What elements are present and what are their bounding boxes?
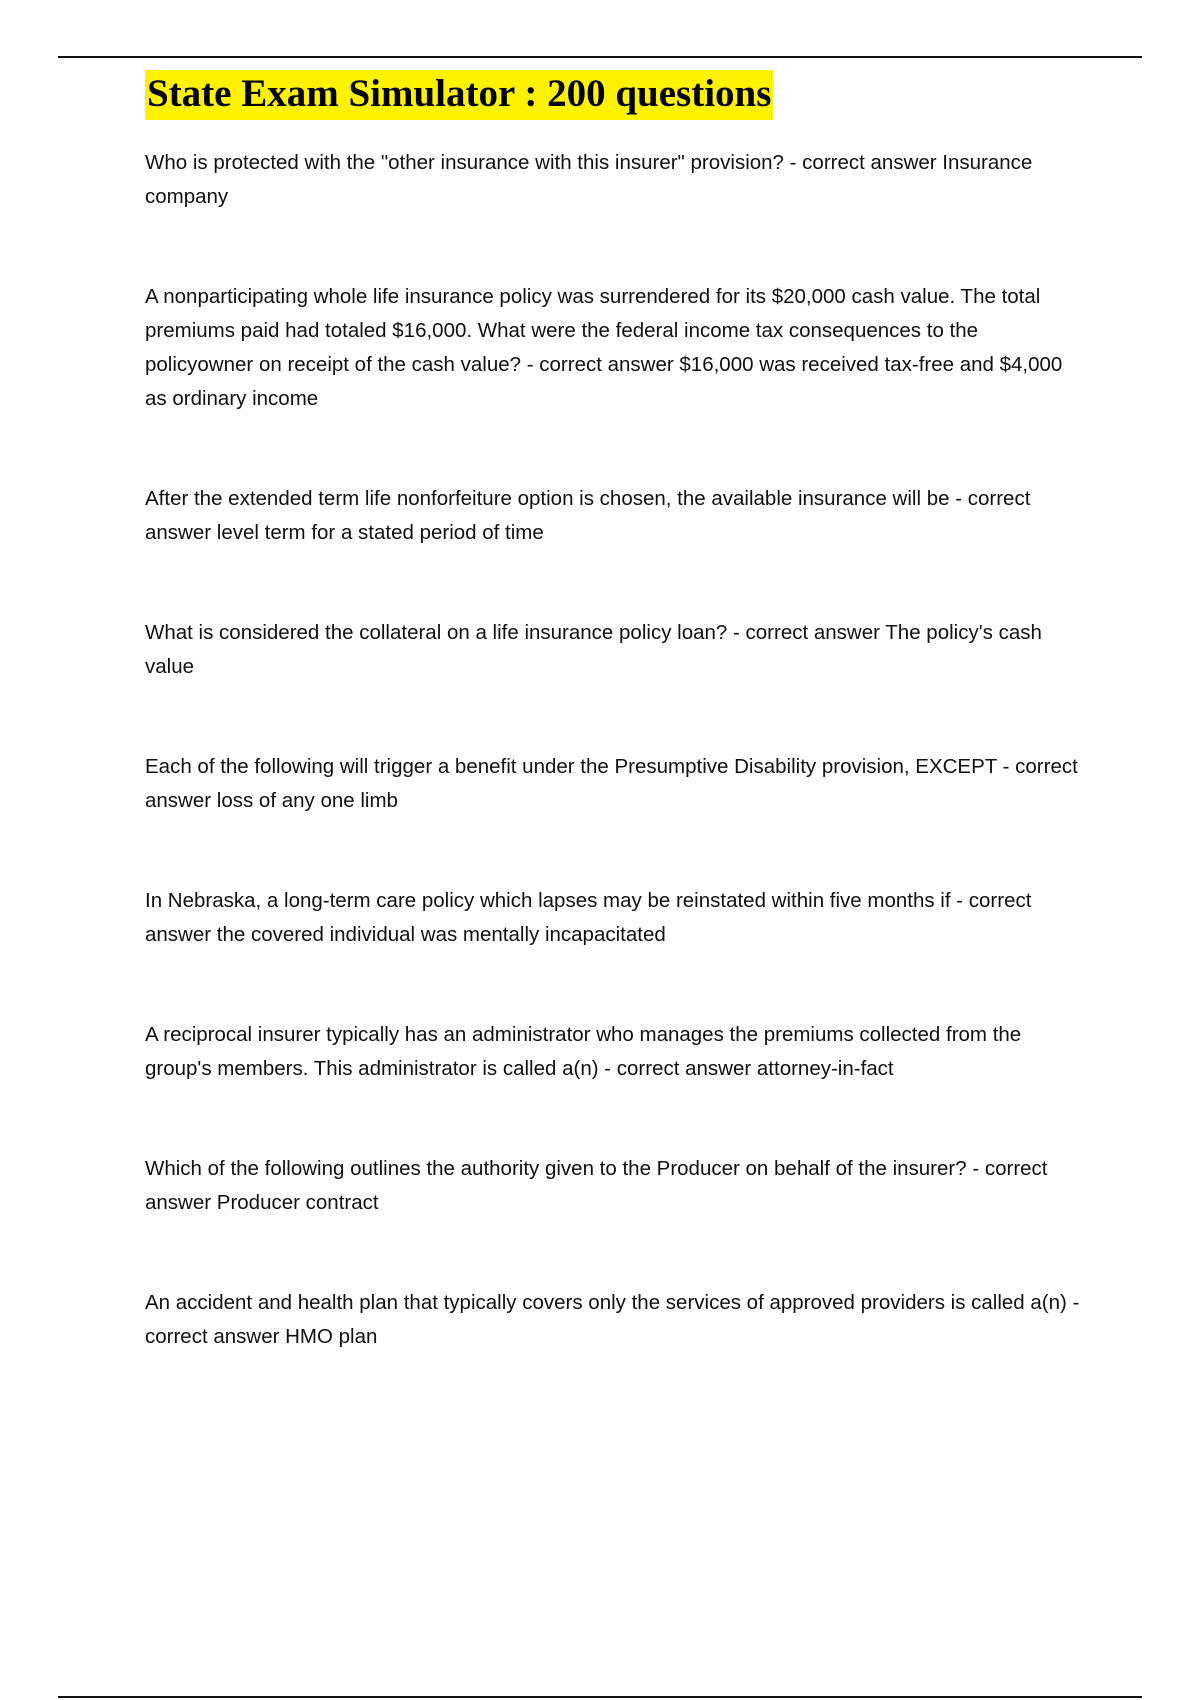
question-answer-8: Which of the following outlines the authority given to the Producer on behalf of the insurer? - correct answer Producer contract bbox=[145, 1157, 1048, 1214]
question-answer-6: In Nebraska, a long-term care policy which lapses may be reinstated within five months if - correct answer the covered individual was mentally incapacitated bbox=[145, 889, 1032, 946]
question-answer-9: An accident and health plan that typically covers only the services of approved providers is called a(n) - correct answer HMO plan bbox=[145, 1291, 1080, 1348]
document-title: State Exam Simulator : 200 questions bbox=[145, 70, 773, 120]
question-answer-4: What is considered the collateral on a life insurance policy loan? - correct answer The policy's cash value bbox=[145, 621, 1042, 678]
question-answer-3: After the extended term life nonforfeiture option is chosen, the available insurance will be - correct answer level term for a stated period of time bbox=[145, 487, 1031, 544]
question-answer-2: A nonparticipating whole life insurance policy was surrendered for its $20,000 cash value. The total premiums paid had totaled $16,000. What were the federal income tax consequences to the policyowner on receipt of the cash value? - correct answer $16,000 was received tax-free and $4,000 as ordinary income bbox=[145, 285, 1063, 410]
question-answer-7: A reciprocal insurer typically has an administrator who manages the premiums collected from the group's members. This administrator is called a(n) - correct answer attorney-in-fact bbox=[145, 1023, 1022, 1080]
question-list bbox=[145, 146, 1085, 1354]
top-divider bbox=[58, 56, 1142, 58]
question-answer-1: Who is protected with the "other insurance with this insurer" provision? - correct answer Insurance company bbox=[145, 151, 1033, 208]
bottom-divider bbox=[58, 1696, 1142, 1698]
question-answer-5: Each of the following will trigger a benefit under the Presumptive Disability provision, EXCEPT - correct answer loss of any one limb bbox=[145, 755, 1078, 812]
document-body bbox=[145, 70, 1085, 1354]
